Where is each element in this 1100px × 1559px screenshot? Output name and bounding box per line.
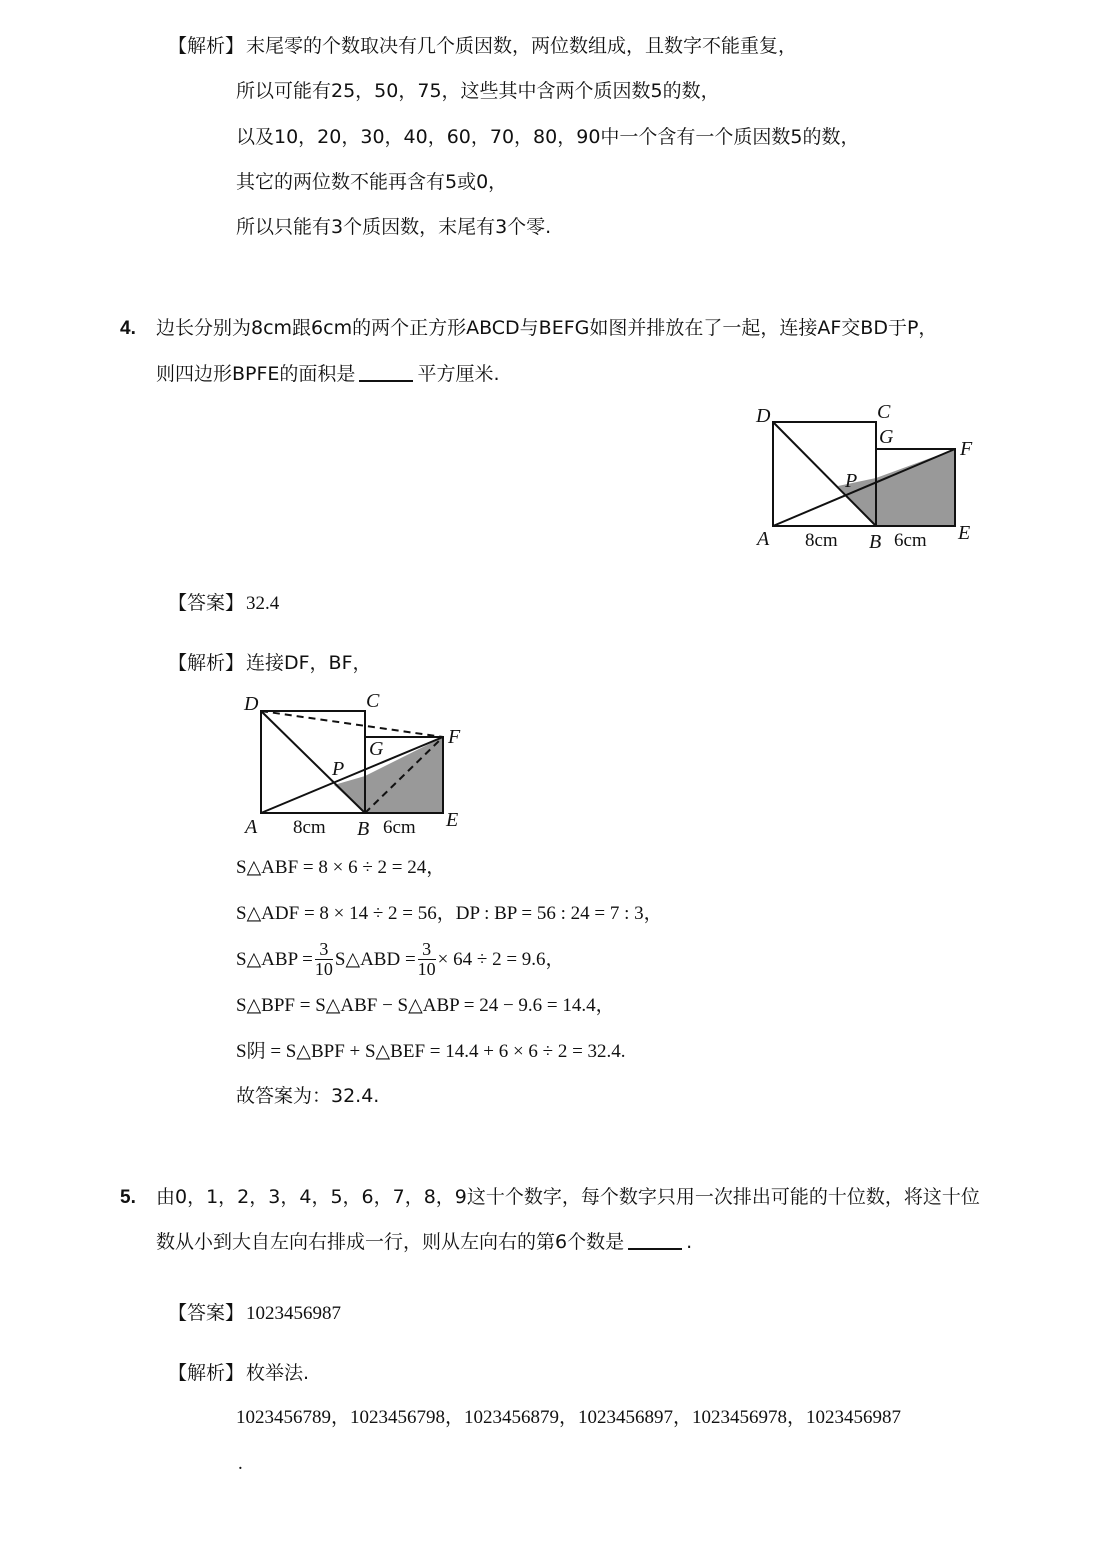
label-f: F: [960, 438, 973, 460]
label-d: D: [244, 693, 259, 715]
question-text: 由0，1，2，3，4，5，6，7，8，9这十个数字，每个数字只用一次排出可能的十位数，将这十位: [156, 1186, 980, 1208]
label-g: G: [879, 426, 894, 448]
answer-value: 1023456987: [246, 1303, 341, 1324]
answer-value: 32.4: [246, 593, 280, 614]
label-f: F: [448, 726, 461, 748]
equation-3-rhs: × 64 ÷ 2 = 9.6，: [437, 948, 565, 970]
fraction-numerator: 3: [418, 940, 436, 960]
enumeration-tail: .: [238, 1453, 243, 1474]
equation-2: S△ADF = 8 × 14 ÷ 2 = 56，DP : BP = 56 : 24 = 7 : 3，: [236, 903, 663, 924]
analysis-line: 所以可能有25，50，75，这些其中含两个质因数5的数，: [236, 80, 720, 102]
label-length-ab: 8cm: [293, 817, 326, 838]
equation-5: S阴 = S△BPF + S△BEF = 14.4 + 6 × 6 ÷ 2 = 32.4.: [236, 1041, 626, 1062]
fraction-denominator: 10: [314, 958, 333, 979]
label-c: C: [877, 401, 891, 423]
equation-3-lhs: S△ABP =: [236, 948, 313, 970]
analysis-tag: 【解析】: [168, 1362, 245, 1384]
answer-tag: 【答案】: [168, 592, 245, 614]
analysis-line: 所以只能有3个质因数，末尾有3个零.: [236, 216, 552, 238]
fraction-numerator: 3: [315, 940, 333, 960]
question-number: 5.: [120, 1187, 136, 1208]
shaded-region: [876, 449, 955, 526]
conclusion: 故答案为：32.4.: [236, 1085, 380, 1107]
label-g: G: [369, 738, 384, 760]
label-e: E: [446, 809, 459, 831]
question-text-line2: [156, 365, 499, 384]
label-length-be: 6cm: [383, 817, 416, 838]
question-text-line2: [156, 1233, 692, 1252]
answer-tag: 【答案】: [168, 1302, 245, 1324]
question-text: 边长分别为8cm跟6cm的两个正方形ABCD与BEFG如图并排放在了一起，连接AF交BD于P，: [156, 317, 938, 339]
label-a: A: [757, 528, 770, 550]
question-text-pre: 数从小到大自左向右排成一行，则从左向右的第6个数是: [156, 1231, 625, 1253]
analysis-line: 其它的两位数不能再含有5或0，: [236, 171, 508, 193]
question-number: 4.: [120, 318, 136, 339]
geometry-figure: [740, 395, 990, 560]
enumeration-list: 1023456789，1023456798，1023456879，1023456897，1023456978，1023456987: [236, 1407, 902, 1428]
label-length-be: 6cm: [894, 530, 927, 551]
dashed-segment-df: [261, 711, 443, 737]
fraction: [418, 940, 436, 979]
fraction-denominator: 10: [417, 958, 436, 979]
label-c: C: [366, 690, 380, 712]
fraction: [315, 940, 333, 979]
equation-4: S△BPF = S△ABF − S△ABP = 24 − 9.6 = 14.4，: [236, 995, 615, 1016]
analysis-intro: 枚举法.: [246, 1362, 310, 1384]
answer-blank: [359, 379, 413, 382]
label-b: B: [357, 818, 370, 840]
analysis-tag: 【解析】: [168, 652, 245, 674]
label-a: A: [245, 816, 258, 838]
label-b: B: [869, 531, 882, 553]
answer-blank: [628, 1247, 682, 1250]
segment-bd: [261, 711, 365, 813]
analysis-tag: 【解析】: [168, 35, 245, 57]
label-d: D: [756, 405, 771, 427]
equation-3: [236, 935, 565, 983]
equation-1: S△ABF = 8 × 6 ÷ 2 = 24，: [236, 857, 446, 878]
question-text-pre: 则四边形BPFE的面积是: [156, 363, 356, 385]
analysis-line: 末尾零的个数取决有几个质因数，两位数组成，且数字不能重复，: [246, 35, 798, 57]
segment-bd: [773, 422, 876, 526]
geometry-figure-solution: [236, 685, 476, 845]
label-length-ab: 8cm: [805, 530, 838, 551]
question-text-post: .: [686, 1231, 693, 1253]
equation-3-mid: S△ABD =: [334, 948, 416, 970]
question-text-post: 平方厘米.: [417, 363, 500, 385]
label-e: E: [958, 522, 971, 544]
analysis-intro: 连接DF，BF，: [246, 652, 372, 674]
analysis-line: 以及10，20，30，40，60，70，80，90中一个含有一个质因数5的数，: [236, 126, 860, 148]
label-p: P: [845, 470, 858, 492]
label-p: P: [332, 758, 345, 780]
